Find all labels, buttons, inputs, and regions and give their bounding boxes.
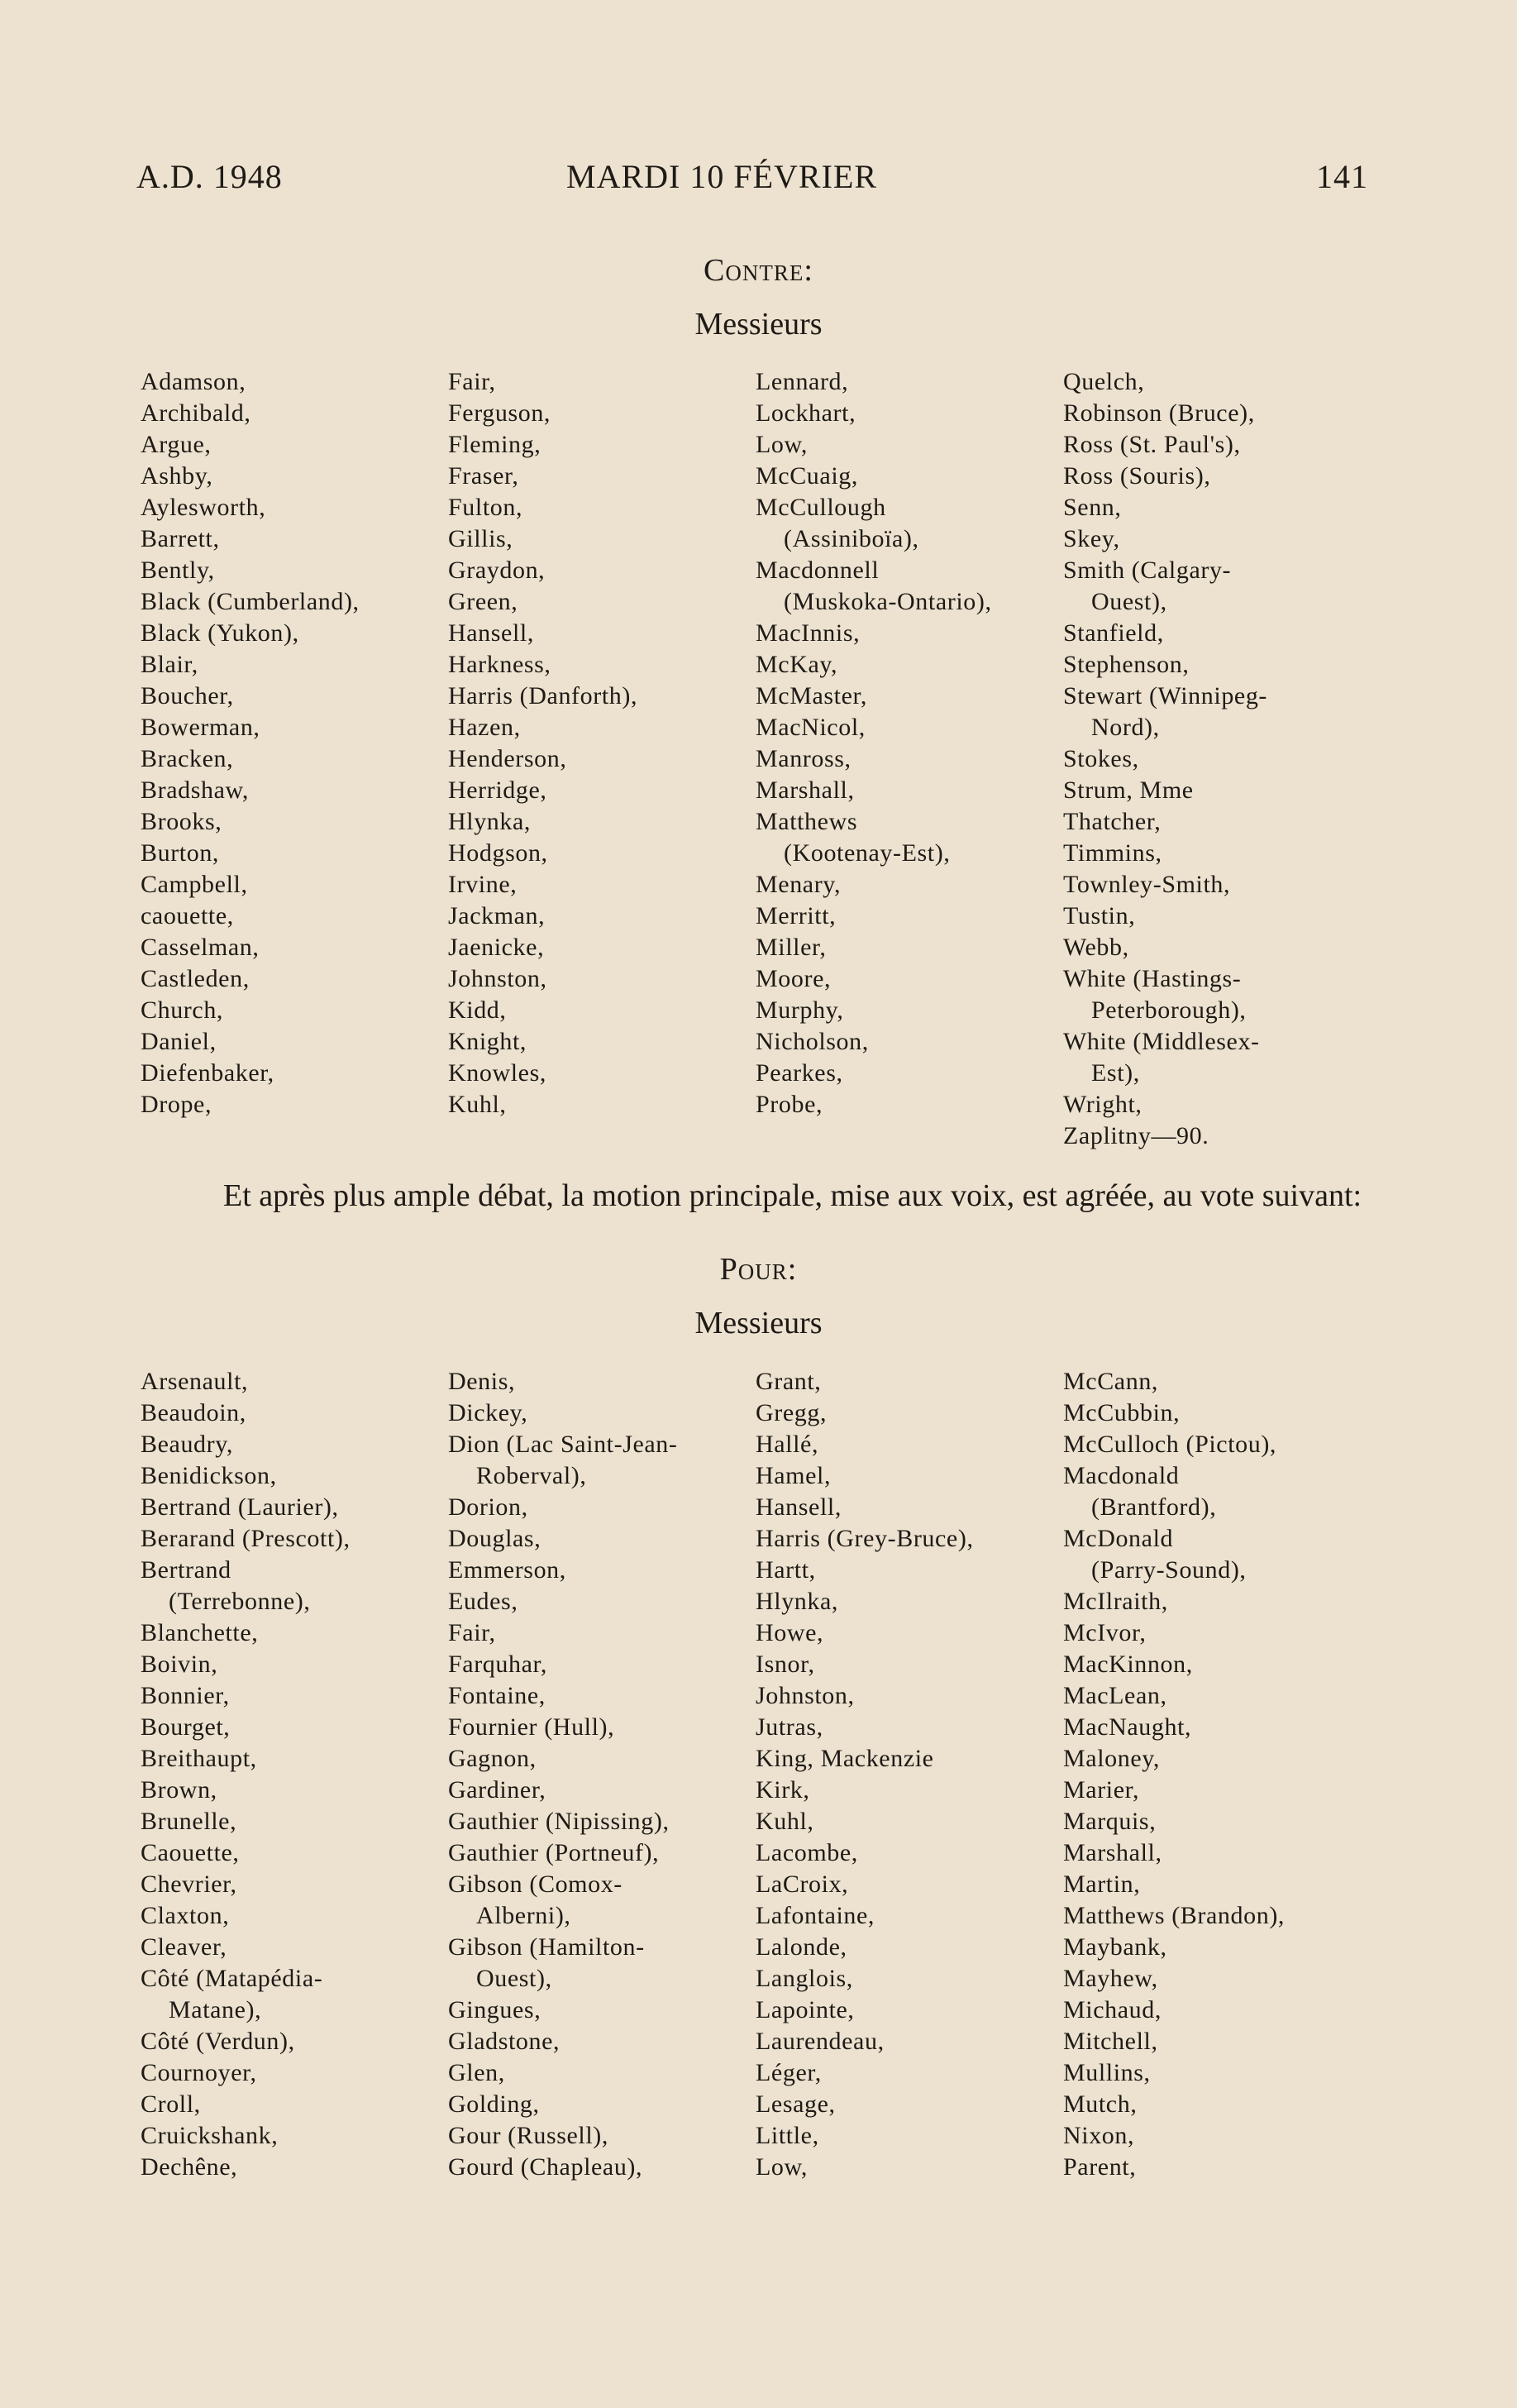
member-name: Low, [756, 2153, 808, 2181]
member-name: Golding, [448, 2090, 540, 2118]
member-name: Ross (St. Paul's), [1063, 431, 1241, 458]
member-name: Gourd (Chapleau), [448, 2153, 643, 2181]
member-name: Blanchette, [141, 1619, 259, 1646]
member-name: Church, [141, 996, 224, 1024]
header-year: A.D. 1948 [136, 158, 283, 195]
member-name: Low, [756, 431, 808, 458]
member-name: Breithaupt, [141, 1745, 257, 1772]
member-name: MacInnis, [756, 619, 861, 647]
member-name: MacLean, [1063, 1682, 1167, 1709]
contre-column-1 [141, 366, 448, 1152]
member-name: Menary, [756, 871, 842, 898]
member-name: Manross, [756, 745, 852, 772]
member-name: Roberval), [476, 1462, 587, 1489]
member-name: Casselman, [141, 934, 260, 961]
member-name: McMaster, [756, 682, 867, 710]
member-name: Benidickson, [141, 1462, 277, 1489]
member-name: Hlynka, [448, 808, 532, 835]
member-name: Castleden, [141, 965, 250, 992]
member-name: Boucher, [141, 682, 234, 710]
member-name: Cruickshank, [141, 2122, 279, 2149]
member-name: Johnston, [448, 965, 547, 992]
member-name: McCubbin, [1063, 1399, 1181, 1426]
member-name: Hansell, [756, 1493, 842, 1521]
member-name: Brown, [141, 1776, 217, 1804]
member-name: Bracken, [141, 745, 234, 772]
member-name: Ross (Souris), [1063, 462, 1211, 490]
member-name: Pearkes, [756, 1059, 843, 1087]
member-name: Bradshaw, [141, 776, 249, 804]
pour-column-2 [448, 1366, 756, 2183]
member-name: Marshall, [1063, 1839, 1162, 1866]
member-name: Hartt, [756, 1556, 816, 1584]
member-name: Beaudry, [141, 1431, 233, 1458]
member-name: Chevrier, [141, 1870, 237, 1898]
member-name: Mayhew, [1063, 1965, 1158, 1992]
pour-names [141, 1366, 1376, 2183]
member-name: Barrett, [141, 525, 220, 552]
page-header [136, 157, 1368, 207]
member-name: Arsenault, [141, 1368, 249, 1395]
member-name: Diefenbaker, [141, 1059, 274, 1087]
member-name: Burton, [141, 839, 220, 867]
member-name: Douglas, [448, 1525, 541, 1552]
member-name: (Muskoka-Ontario), [784, 588, 992, 615]
member-name: Lalonde, [756, 1933, 847, 1961]
member-name: Matthews [756, 808, 858, 835]
member-name: Macdonald [1063, 1462, 1180, 1489]
member-name: Ouest), [476, 1965, 552, 1992]
member-name: Denis, [448, 1368, 516, 1395]
pour-heading: Pour: [719, 1252, 798, 1287]
header-date: MARDI 10 FÉVRIER [566, 158, 878, 195]
member-name: Timmins, [1063, 839, 1162, 867]
member-name: (Parry-Sound), [1091, 1556, 1247, 1584]
member-name: Macdonnell [756, 557, 880, 584]
member-name: Fair, [448, 1619, 496, 1646]
member-name: Miller, [756, 934, 827, 961]
member-name: Alberni), [476, 1902, 571, 1929]
member-name: Harkness, [448, 651, 551, 678]
member-name: Brooks, [141, 808, 222, 835]
member-name: Hamel, [756, 1462, 832, 1489]
member-name: Matane), [169, 1996, 262, 2023]
member-name: Mitchell, [1063, 2028, 1158, 2055]
member-name: Mullins, [1063, 2059, 1151, 2086]
member-name: Marier, [1063, 1776, 1140, 1804]
member-name: Stewart (Winnipeg- [1063, 682, 1268, 710]
member-name: Kuhl, [448, 1091, 507, 1118]
member-name: MacNicol, [756, 714, 866, 741]
member-name: Senn, [1063, 494, 1122, 521]
member-name: Archibald, [141, 399, 251, 427]
member-name: (Terrebonne), [169, 1588, 311, 1615]
pour-column-3 [756, 1366, 1063, 2183]
member-name: Knight, [448, 1028, 527, 1055]
member-name: Adamson, [141, 368, 246, 395]
contre-heading: Contre: [704, 253, 813, 288]
member-name: Graydon, [448, 557, 546, 584]
member-name: Howe, [756, 1619, 824, 1646]
member-name: Jaenicke, [448, 934, 545, 961]
member-name: Dechêne, [141, 2153, 238, 2181]
member-name: Merritt, [756, 902, 837, 929]
member-name: Farquhar, [448, 1651, 547, 1678]
member-name: Lesage, [756, 2090, 836, 2118]
member-name: Michaud, [1063, 1996, 1162, 2023]
member-name: Ashby, [141, 462, 213, 490]
member-name: Claxton, [141, 1902, 230, 1929]
member-name: Johnston, [756, 1682, 855, 1709]
member-name: Léger, [756, 2059, 822, 2086]
member-name: Stanfield, [1063, 619, 1164, 647]
member-name: Harris (Grey-Bruce), [756, 1525, 974, 1552]
member-name: Green, [448, 588, 518, 615]
member-name: Glen, [448, 2059, 505, 2086]
member-name: McCuaig, [756, 462, 858, 490]
member-name: Moore, [756, 965, 832, 992]
contre-column-3 [756, 366, 1063, 1152]
member-name: Marshall, [756, 776, 855, 804]
member-name: MacNaught, [1063, 1713, 1192, 1741]
member-name: Dion (Lac Saint-Jean- [448, 1431, 678, 1458]
member-name: Est), [1091, 1059, 1140, 1087]
member-name: Bowerman, [141, 714, 260, 741]
member-name: Gauthier (Nipissing), [448, 1808, 670, 1835]
member-name: McCulloch (Pictou), [1063, 1431, 1277, 1458]
member-name: McIlraith, [1063, 1588, 1168, 1615]
member-name: Fulton, [448, 494, 523, 521]
member-name: McIvor, [1063, 1619, 1147, 1646]
member-name: Hazen, [448, 714, 521, 741]
member-name: Quelch, [1063, 368, 1145, 395]
member-name: LaCroix, [756, 1870, 849, 1898]
member-name: Beaudoin, [141, 1399, 246, 1426]
member-name: Zaplitny—90. [1063, 1122, 1209, 1149]
member-name: Gingues, [448, 1996, 541, 2023]
member-name: Côté (Matapédia- [141, 1965, 323, 1992]
contre-column-4 [1063, 366, 1371, 1152]
member-name: Townley-Smith, [1063, 871, 1231, 898]
member-name: Caouette, [141, 1839, 240, 1866]
member-name: Parent, [1063, 2153, 1137, 2181]
member-name: Grant, [756, 1368, 822, 1395]
member-name: Croll, [141, 2090, 201, 2118]
member-name: Nixon, [1063, 2122, 1135, 2149]
member-name: Knowles, [448, 1059, 546, 1087]
member-name: Jackman, [448, 902, 546, 929]
member-name: Matthews (Brandon), [1063, 1902, 1286, 1929]
member-name: Drope, [141, 1091, 212, 1118]
member-name: Lockhart, [756, 399, 856, 427]
member-name: Stokes, [1063, 745, 1139, 772]
contre-names [141, 366, 1376, 1152]
member-name: Lafontaine, [756, 1902, 875, 1929]
member-name: Eudes, [448, 1588, 518, 1615]
member-name: Gillis, [448, 525, 513, 552]
member-name: Gardiner, [448, 1776, 546, 1804]
member-name: Peterborough), [1091, 996, 1247, 1024]
member-name: Fleming, [448, 431, 541, 458]
member-name: Aylesworth, [141, 494, 266, 521]
member-name: McCann, [1063, 1368, 1159, 1395]
member-name: Hansell, [448, 619, 534, 647]
member-name: Irvine, [448, 871, 518, 898]
member-name: (Kootenay-Est), [784, 839, 951, 867]
member-name: Skey, [1063, 525, 1120, 552]
member-name: Kuhl, [756, 1808, 814, 1835]
member-name: McKay, [756, 651, 838, 678]
member-name: Black (Cumberland), [141, 588, 360, 615]
member-name: Boivin, [141, 1651, 218, 1678]
member-name: Thatcher, [1063, 808, 1162, 835]
member-name: (Brantford), [1091, 1493, 1217, 1521]
contre-column-2 [448, 366, 756, 1152]
member-name: Herridge, [448, 776, 547, 804]
member-name: Bertrand [141, 1556, 231, 1584]
member-name: Langlois, [756, 1965, 853, 1992]
member-name: Argue, [141, 431, 212, 458]
page-number: 141 [1316, 158, 1368, 195]
member-name: Fair, [448, 368, 496, 395]
member-name: Probe, [756, 1091, 823, 1118]
member-name: Lennard, [756, 368, 849, 395]
member-name: Nord), [1091, 714, 1160, 741]
member-name: Little, [756, 2122, 819, 2149]
member-name: (Assiniboïa), [784, 525, 919, 552]
member-name: Murphy, [756, 996, 844, 1024]
member-name: Kirk, [756, 1776, 810, 1804]
pour-column-4 [1063, 1366, 1371, 2183]
member-name: Lapointe, [756, 1996, 855, 2023]
member-name: Blair, [141, 651, 198, 678]
member-name: Harris (Danforth), [448, 682, 638, 710]
member-name: Mutch, [1063, 2090, 1138, 2118]
member-name: King, Mackenzie [756, 1745, 934, 1772]
member-name: Smith (Calgary- [1063, 557, 1232, 584]
member-name: Gladstone, [448, 2028, 561, 2055]
member-name: Martin, [1063, 1870, 1141, 1898]
member-name: Hlynka, [756, 1588, 839, 1615]
member-name: Gagnon, [448, 1745, 537, 1772]
member-name: Daniel, [141, 1028, 217, 1055]
member-name: Gregg, [756, 1399, 828, 1426]
member-name: Gibson (Hamilton- [448, 1933, 645, 1961]
member-name: Côté (Verdun), [141, 2028, 295, 2055]
member-name: Fournier (Hull), [448, 1713, 615, 1741]
member-name: Ferguson, [448, 399, 551, 427]
member-name: Bertrand (Laurier), [141, 1493, 339, 1521]
member-name: MacKinnon, [1063, 1651, 1193, 1678]
contre-subheading: Messieurs [694, 307, 823, 342]
member-name: Hodgson, [448, 839, 548, 867]
member-name: Campbell, [141, 871, 248, 898]
member-name: Ouest), [1091, 588, 1167, 615]
member-name: Wright, [1063, 1091, 1143, 1118]
member-name: Strum, Mme [1063, 776, 1194, 804]
member-name: Bourget, [141, 1713, 231, 1741]
member-name: Brunelle, [141, 1808, 237, 1835]
member-name: White (Hastings- [1063, 965, 1242, 992]
pour-subheading: Messieurs [694, 1306, 823, 1340]
member-name: Gibson (Comox- [448, 1870, 623, 1898]
member-name: White (Middlesex- [1063, 1028, 1260, 1055]
member-name: Dickey, [448, 1399, 528, 1426]
member-name: McCullough [756, 494, 886, 521]
member-name: Webb, [1063, 934, 1129, 961]
member-name: Marquis, [1063, 1808, 1157, 1835]
member-name: Hallé, [756, 1431, 819, 1458]
member-name: caouette, [141, 902, 234, 929]
member-name: Tustin, [1063, 902, 1136, 929]
member-name: Emmerson, [448, 1556, 566, 1584]
member-name: Isnor, [756, 1651, 815, 1678]
member-name: Bonnier, [141, 1682, 230, 1709]
member-name: Stephenson, [1063, 651, 1190, 678]
member-name: Black (Yukon), [141, 619, 299, 647]
member-name: Cleaver, [141, 1933, 227, 1961]
member-name: Gauthier (Portneuf), [448, 1839, 660, 1866]
member-name: Fontaine, [448, 1682, 546, 1709]
member-name: Henderson, [448, 745, 567, 772]
member-name: Gour (Russell), [448, 2122, 608, 2149]
member-name: Laurendeau, [756, 2028, 885, 2055]
member-name: Maybank, [1063, 1933, 1167, 1961]
member-name: Jutras, [756, 1713, 823, 1741]
member-name: Maloney, [1063, 1745, 1160, 1772]
member-name: Fraser, [448, 462, 519, 490]
vote-paragraph: Et après plus ample débat, la motion principale, mise aux voix, est agréée, au vote suivant: [223, 1178, 1362, 1213]
member-name: Lacombe, [756, 1839, 858, 1866]
member-name: Cournoyer, [141, 2059, 257, 2086]
member-name: Dorion, [448, 1493, 528, 1521]
member-name: Nicholson, [756, 1028, 869, 1055]
member-name: Berarand (Prescott), [141, 1525, 351, 1552]
member-name: Kidd, [448, 996, 507, 1024]
member-name: McDonald [1063, 1525, 1174, 1552]
pour-column-1 [141, 1366, 448, 2183]
member-name: Robinson (Bruce), [1063, 399, 1255, 427]
member-name: Bently, [141, 557, 215, 584]
